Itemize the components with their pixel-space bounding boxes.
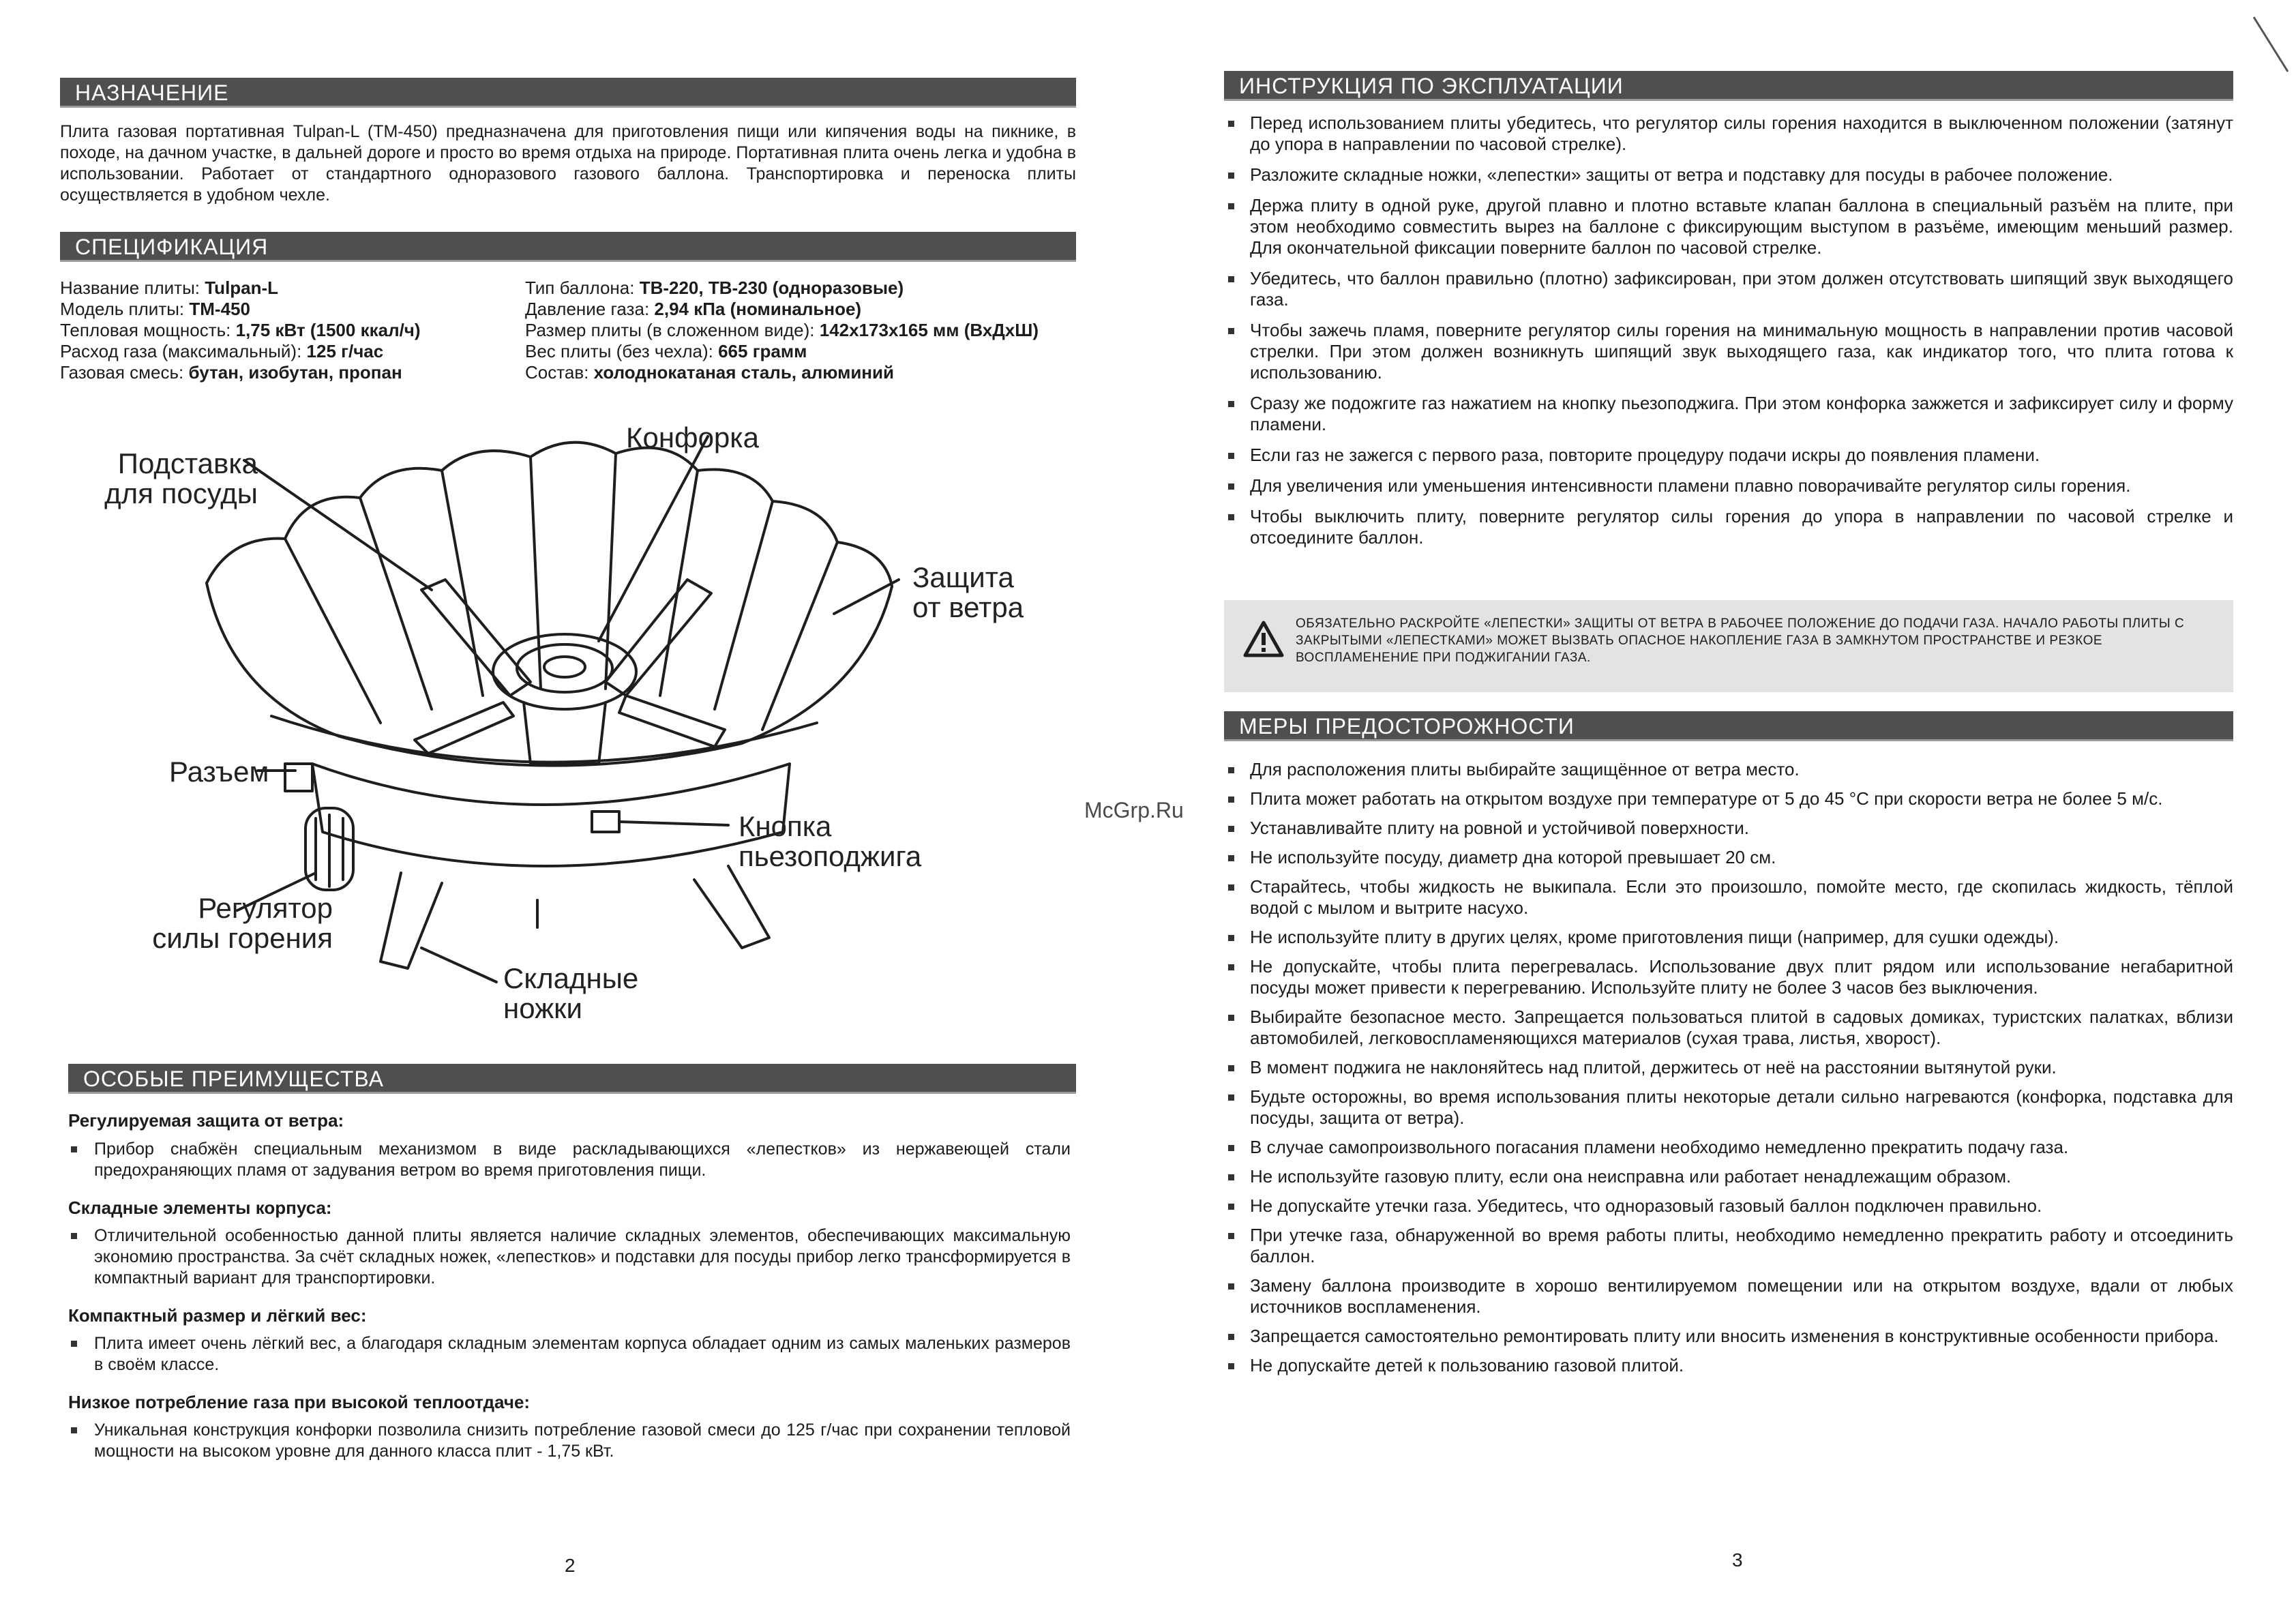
spec-row: Размер плиты (в сложенном виде): 142х173х165 мм (ВхДхШ) xyxy=(525,320,1039,340)
spec-row: Модель плиты: ТМ-450 xyxy=(60,299,250,319)
page-number: 2 xyxy=(565,1555,576,1576)
list-item: Старайтесь, чтобы жидкость не выкипала. Если это произошло, помойте место, где скопилась жидкость, тёплой водой с мылом и вытрите насухо. xyxy=(1224,876,2233,919)
list-item: Выбирайте безопасное место. Запрещается пользоваться плитой в садовых домиках, туристских палатках, вблизи автомобилей, легковоспламеняющихся материалов (сухая трава, листья, хворост). xyxy=(1224,1007,2233,1049)
list-item: Не используйте посуду, диаметр дна которой превышает 20 см. xyxy=(1224,847,2233,868)
precautions-title: МЕРЫ ПРЕДОСТОРОЖНОСТИ xyxy=(1224,711,2233,741)
corner-mark xyxy=(2250,14,2291,75)
advantage-heading: Низкое потребление газа при высокой теплоотдаче: xyxy=(68,1392,531,1412)
instructions-list xyxy=(1224,113,2233,548)
list-item: Плита может работать на открытом воздухе при температуре от 5 до 45 °С при скорости ветра не более 5 м/с. xyxy=(1224,788,2233,809)
leader-knopka xyxy=(619,822,728,825)
warning-icon xyxy=(1243,621,1284,657)
list-item: При утечке газа, обнаруженной во время работы плиты, необходимо немедленно прекратить работу и отсоединить баллон. xyxy=(1224,1225,2233,1267)
list-item: Держа плиту в одной руке, другой плавно и плотно вставьте клапан баллона в специальный разъём на плите, при этом необходимо совместить вырез на баллоне с фиксирующим выступом в разъёме, имеющим меньший размер. Для окончательной фиксации поверните баллон по часовой стрелке. xyxy=(1224,195,2233,258)
spec-row: Тип баллона: ТВ-220, ТВ-230 (одноразовые) xyxy=(525,278,904,298)
list-item: Замену баллона производите в хорошо вентилируемом помещении или на открытом воздухе, вдали от любых источников воспламенения. xyxy=(1224,1275,2233,1317)
advantage-text: Плита имеет очень лёгкий вес, а благодаря складным элементам корпуса обладает одним из самых маленьких размеров в своём классе. xyxy=(68,1333,1071,1375)
list-item: Не используйте газовую плиту, если она неисправна или работает ненадлежащим образом. xyxy=(1224,1166,2233,1187)
list-item: Запрещается самостоятельно ремонтировать плиту или вносить изменения в конструктивные особенности прибора. xyxy=(1224,1326,2233,1347)
purpose-text: Плита газовая портативная Tulpan-L (ТМ-450) предназначена для приготовления пищи или кипячения воды на пикнике, в походе, на дачном участке, в дальней дороге и просто во время отдыха на природе. Портативная плита очень легка и удобна в использовании. Работает от стандартного одноразового газового баллона. Транспортировка и переноска плиты осуществляется в удобном чехле. xyxy=(60,122,1076,205)
advantage-heading: Регулируемая защита от ветра: xyxy=(68,1110,344,1131)
purpose-title: НАЗНАЧЕНИЕ xyxy=(60,78,1076,108)
spec-title: СПЕЦИФИКАЦИЯ xyxy=(60,232,1076,262)
advantage-heading: Компактный размер и лёгкий вес: xyxy=(68,1305,367,1326)
list-item: Чтобы зажечь пламя, поверните регулятор силы горения на минимальную мощность в направлении против часовой стрелки. При этом должен возникнуть шипящий звук выходящего газа, как индикатор того, что плита готова к использованию. xyxy=(1224,320,2233,383)
spec-column-2 xyxy=(525,278,1039,383)
advantages-title: ОСОБЫЕ ПРЕИМУЩЕСТВА xyxy=(68,1064,1076,1094)
list-item: Устанавливайте плиту на ровной и устойчивой поверхности. xyxy=(1224,818,2233,839)
advantage-text: Прибор снабжён специальным механизмом в виде раскладывающихся «лепестков» из нержавеющей стали предохраняющих пламя от задувания ветром во время приготовления пищи. xyxy=(68,1139,1071,1181)
leader-podstavka xyxy=(244,460,432,590)
page-number: 3 xyxy=(1732,1549,1743,1570)
spec-column-1 xyxy=(60,278,421,383)
list-item: Будьте осторожны, во время использования плиты некоторые детали сильно нагреваются (конфорка, подставка для посуды, защита от ветра). xyxy=(1224,1086,2233,1129)
wind-shield-rim xyxy=(207,443,892,586)
list-item: Не допускайте утечки газа. Убедитесь, что одноразовый газовый баллон подключен правильно. xyxy=(1224,1195,2233,1217)
watermark: McGrp.Ru xyxy=(1084,798,1184,822)
list-item: Если газ не зажегся с первого раза, повторите процедуру подачи искры до появления пламени. xyxy=(1224,445,2233,466)
precautions-list xyxy=(1224,759,2233,1376)
list-item: Убедитесь, что баллон правильно (плотно) зафиксирован, при этом должен отсутствовать шипящий звук выходящего газа. xyxy=(1224,268,2233,310)
list-item: В момент поджига не наклоняйтесь над плитой, держитесь от неё на расстоянии вытянутой руки. xyxy=(1224,1057,2233,1078)
list-item: Не используйте плиту в других целях, кроме приготовления пищи (например, для сушки одежды). xyxy=(1224,927,2233,948)
list-item: Не допускайте детей к пользованию газовой плитой. xyxy=(1224,1355,2233,1376)
spec-row: Давление газа: 2,94 кПа (номинальное) xyxy=(525,299,862,319)
spec-row: Тепловая мощность: 1,75 кВт (1500 ккал/ч) xyxy=(60,320,421,340)
label-regulator: Регулятор силы горения xyxy=(152,892,333,954)
list-item: Разложите складные ножки, «лепестки» защиты от ветра и подставку для посуды в рабочее положение. xyxy=(1224,164,2233,185)
list-item: Не допускайте, чтобы плита перегревалась. Использование двух плит рядом или использование негабаритной посуды может привести к перегреванию. Используйте плиту не более 3 часов без выключения. xyxy=(1224,956,2233,998)
label-konforka: Конфорка xyxy=(626,421,759,453)
warning-box xyxy=(1224,600,2233,692)
advantage-text: Уникальная конструкция конфорки позволила снизить потребление газовой смеси до 125 г/час при сохранении тепловой мощности на высоком уровне для данного класса плит - 1,75 кВт. xyxy=(68,1420,1071,1462)
spec-row: Название плиты: Tulpan-L xyxy=(60,278,279,298)
label-zaschita: Защита от ветра xyxy=(912,561,1024,623)
label-knopka: Кнопка пьезоподжига xyxy=(739,810,922,872)
advantage-heading: Складные элементы корпуса: xyxy=(68,1197,332,1218)
list-item: Для увеличения или уменьшения интенсивности пламени плавно поворачивайте регулятор силы горения. xyxy=(1224,475,2233,496)
instructions-title: ИНСТРУКЦИЯ ПО ЭКСПЛУАТАЦИИ xyxy=(1224,71,2233,101)
spec-row: Вес плиты (без чехла): 665 грамм xyxy=(525,341,807,361)
list-item: В случае самопроизвольного погасания пламени необходимо немедленно прекратить подачу газа. xyxy=(1224,1137,2233,1158)
spec-row: Состав: холоднокатаная сталь, алюминий xyxy=(525,362,894,383)
leader-nozhki xyxy=(421,948,496,982)
spec-row: Расход газа (максимальный): 125 г/час xyxy=(60,341,384,361)
list-item: Для расположения плиты выбирайте защищённое от ветра место. xyxy=(1224,759,2233,780)
warning-text: ОБЯЗАТЕЛЬНО РАСКРОЙТЕ «ЛЕПЕСТКИ» ЗАЩИТЫ ОТ ВЕТРА В РАБОЧЕЕ ПОЛОЖЕНИЕ ДО ПОДАЧИ ГАЗА. НАЧАЛО РАБОТЫ ПЛИТЫ С ЗАКРЫТЫМИ «ЛЕПЕСТКАМИ» МОЖЕТ ВЫЗВАТЬ ОПАСНОЕ НАКОПЛЕНИЕ ГАЗА В ЗАМКНУТОМ ПРОСТРАНСТВЕ И РЕЗКОЕ ВОСПЛАМЕНЕНИЕ ПРИ ПОДЖИГАНИИ ГАЗА. xyxy=(1296,616,2185,665)
spec-row: Газовая смесь: бутан, изобутан, пропан xyxy=(60,362,402,383)
list-item: Перед использованием плиты убедитесь, что регулятор силы горения находится в выключенном положении (затянут до упора в направлении по часовой стрелке). xyxy=(1224,113,2233,155)
list-item: Чтобы выключить плиту, поверните регулятор силы горения до упора в направлении по часовой стрелке и отсоедините баллон. xyxy=(1224,506,2233,548)
label-razem: Разъем xyxy=(169,756,269,788)
label-podstavka: Подставка для посуды xyxy=(104,447,258,509)
label-nozhki: Складные ножки xyxy=(503,962,639,1024)
advantage-text: Отличительной особенностью данной плиты является наличие складных элементов, обеспечивающих максимальную экономию пространства. За счёт складных ножек, «лепестков» и подставки для посуды прибор легко трансформируется в компактный вариант для транспортировки. xyxy=(68,1225,1071,1289)
list-item: Сразу же подожгите газ нажатием на кнопку пьезоподжига. При этом конфорка зажжется и зафиксирует силу и форму пламени. xyxy=(1224,393,2233,435)
